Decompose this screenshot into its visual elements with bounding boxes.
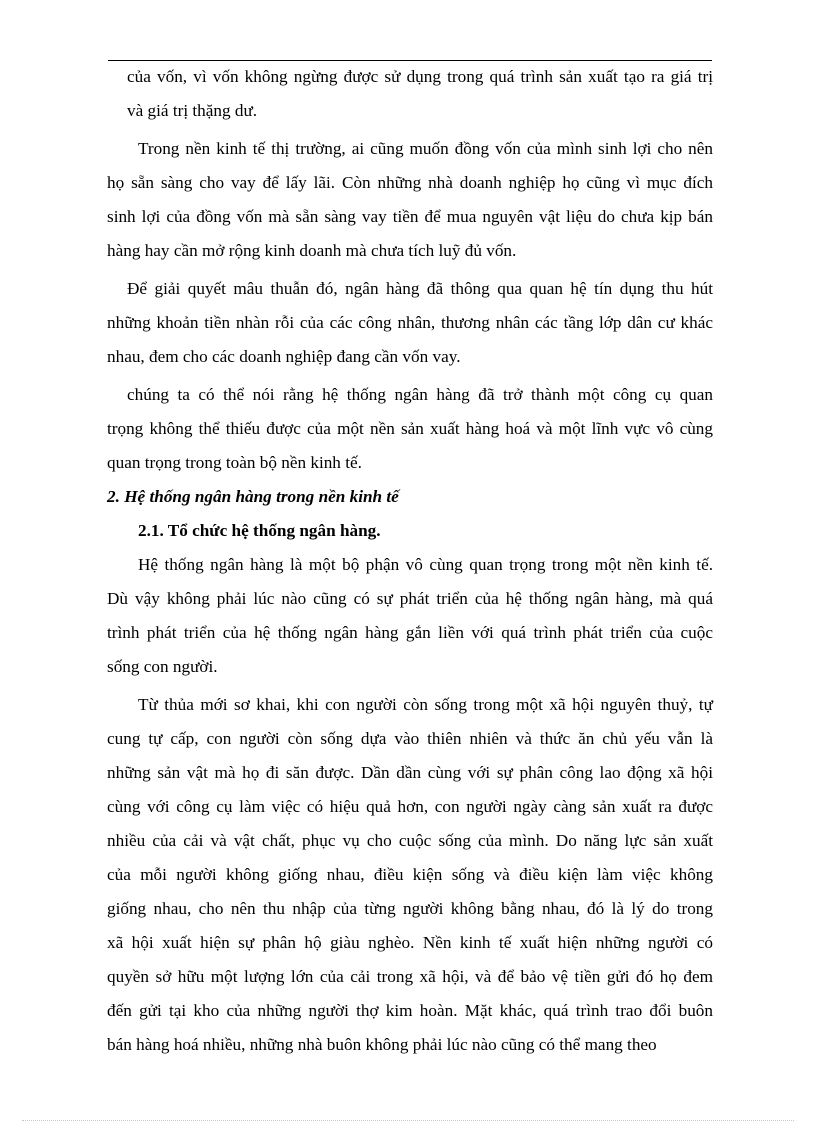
text-line: nhiều của cải và vật chất, phục vụ cho cuộc sống của mình. Do năng lực sản xuất [107,831,713,850]
text-line: quyền sở hữu một lượng lớn của cải trong xã hội, và để bảo vệ tiền gửi đó họ đem [107,967,713,986]
document-page [107,60,713,1062]
text-line: những sản vật mà họ đi săn được. Dần dần cùng với sự phân công lao động xã hội [107,763,713,782]
text-line: Trong nền kinh tế thị trường, ai cũng muốn đồng vốn của mình sinh lợi cho nên [138,139,713,158]
text-line: chúng ta có thể nói rằng hệ thống ngân hàng đã trở thành một công cụ quan [127,385,713,404]
text-line: quan trọng trong toàn bộ nền kinh tế. [107,453,362,472]
text-line: cùng với công cụ làm việc có hiệu quả hơn, con người ngày càng sản xuất ra được [107,797,713,816]
text-line: của vốn, vì vốn không ngừng được sử dụng trong quá trình sản xuất tạo ra giá trị [127,67,713,86]
text-line: Dù vậy không phải lúc nào cũng có sự phát triển của hệ thống ngân hàng, mà quá [107,589,713,608]
text-line: xã hội xuất hiện sự phân hộ giàu nghèo. Nền kinh tế xuất hiện những người có [107,933,713,952]
text-line: họ sẵn sàng cho vay để lấy lãi. Còn những nhà doanh nghiệp họ cũng vì mục đích [107,173,713,192]
footer-dotted-rule [22,1120,794,1121]
text-line: đến gửi tại kho của những người thợ kim hoàn. Mặt khác, quá trình trao đổi buôn [107,1001,713,1020]
subsection-heading: 2.1. Tổ chức hệ thống ngân hàng. [138,521,381,540]
text-line: cung tự cấp, con người còn sống dựa vào thiên nhiên và thức ăn chủ yếu vẫn là [107,729,713,748]
text-line: trọng không thể thiếu được của một nền sản xuất hàng hoá và một lĩnh vực vô cùng [107,419,713,438]
text-line: nhau, đem cho các doanh nghiệp đang cần vốn vay. [107,347,461,366]
text-line: bán hàng hoá nhiều, những nhà buôn không phải lúc nào cũng có thể mang theo [107,1035,657,1054]
section-heading: 2. Hệ thống ngân hàng trong nền kinh tế [107,487,399,506]
text-line: những khoản tiền nhàn rỗi của các công nhân, thương nhân các tầng lớp dân cư khác [107,313,713,332]
text-line: sống con người. [107,657,218,676]
text-line: trình phát triển của hệ thống ngân hàng gắn liền với quá trình phát triển của cuộc [107,623,713,642]
text-line: giống nhau, cho nên thu nhập của từng người không bằng nhau, đó là lý do trong [107,899,713,918]
text-line: hàng hay cần mở rộng kinh doanh mà chưa tích luỹ đủ vốn. [107,241,517,260]
text-line: sinh lợi của đồng vốn mà sẵn sàng vay tiền để mua nguyên vật liệu do chưa kịp bán [107,207,713,226]
text-line: Từ thủa mới sơ khai, khi con người còn sống trong một xã hội nguyên thuỷ, tự [138,695,713,714]
text-line: và giá trị thặng dư. [127,101,258,120]
text-line: của mỗi người không giống nhau, điều kiện sống và điều kiện làm việc không [107,865,713,884]
text-line: Hệ thống ngân hàng là một bộ phận vô cùng quan trọng trong một nền kinh tế. [138,555,713,574]
text-line: Để giải quyết mâu thuẫn đó, ngân hàng đã thông qua quan hệ tín dụng thu hút [127,279,713,298]
